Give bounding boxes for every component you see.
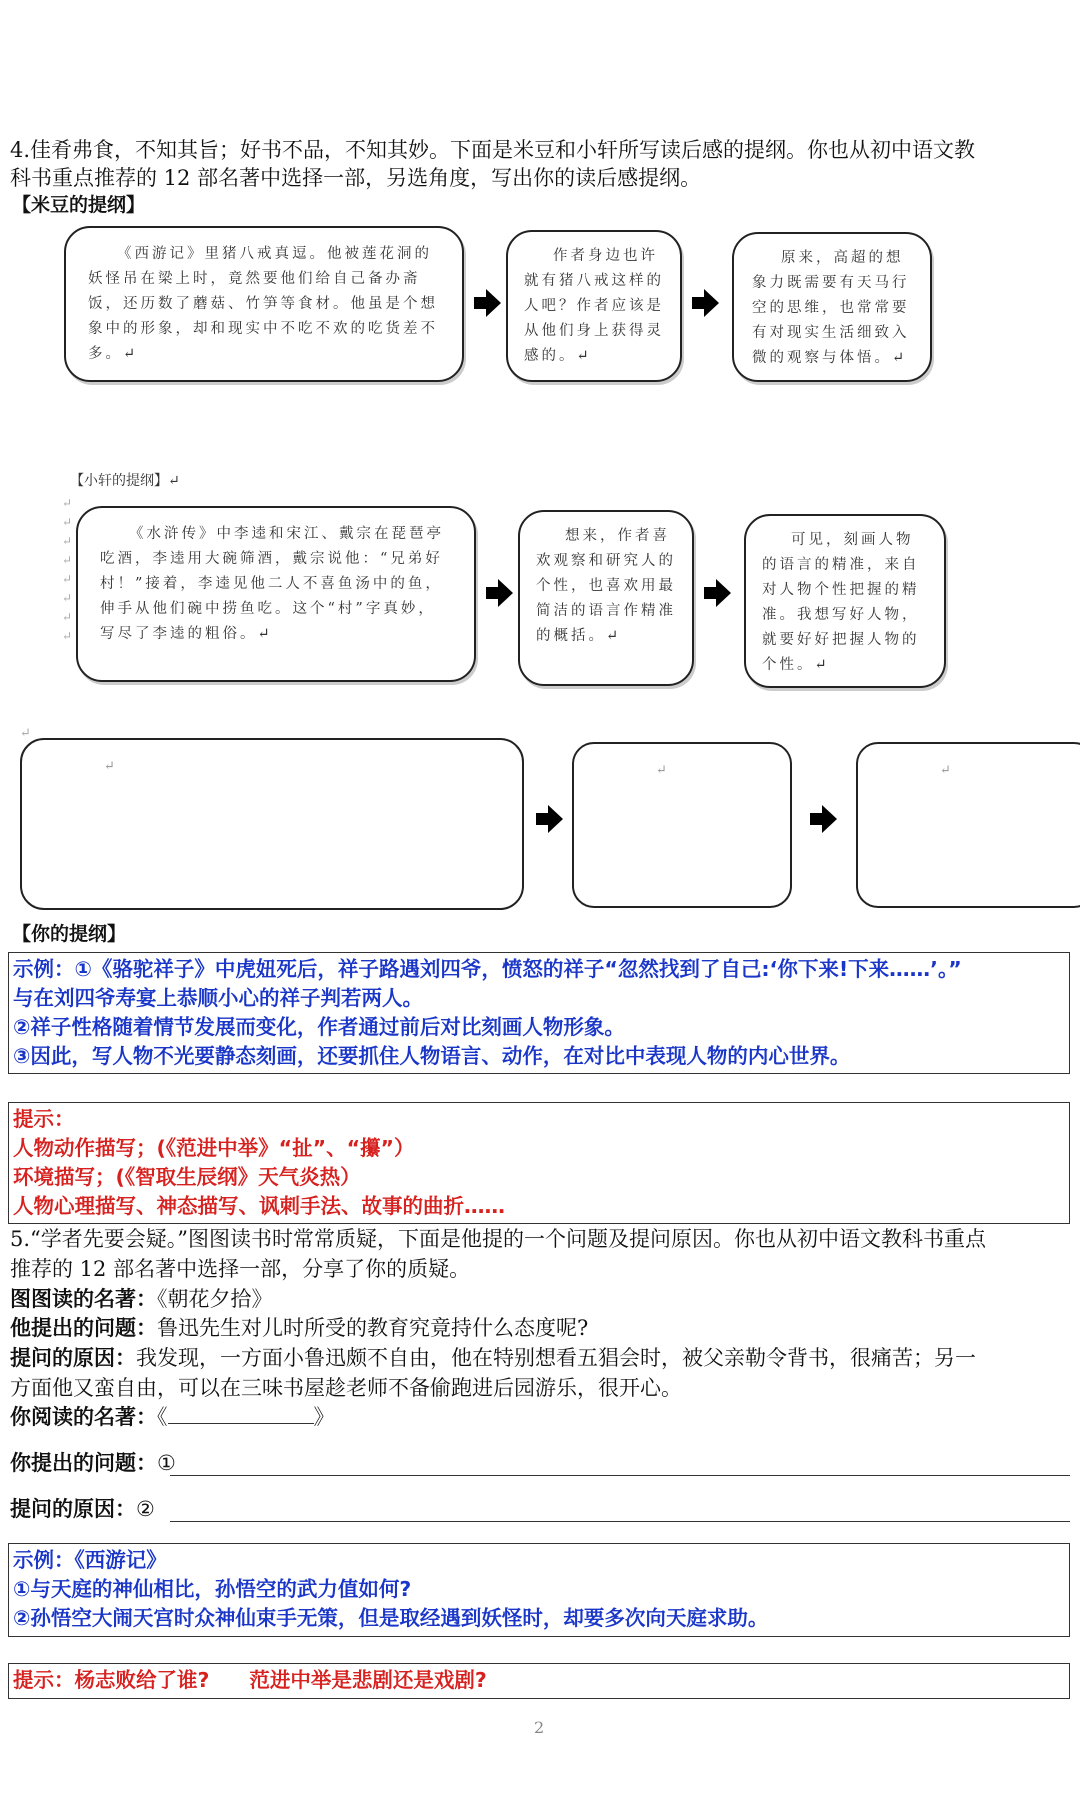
- your-reason-row: [10, 1495, 155, 1524]
- tip-text-b: 范进中举是悲剧还是戏剧?: [249, 1668, 487, 1692]
- answer-box-3[interactable]: ↵: [856, 742, 1080, 908]
- return-mark: ↵: [20, 726, 31, 741]
- xiaoxuan-outline-box-1: 《水浒传》中李逵和宋江、戴宗在琵琶亭吃酒，李逵用大碗筛酒，戴宗说他：“兄弟好村！”接着，李逵见他二人不喜鱼汤中的鱼，伸手从他们碗中捞鱼吃。这个“村”字真妙，写尽了李逵的粗俗。↵: [76, 506, 476, 682]
- tip-line: 环境描写；(《智取生辰纲》天气炎热）: [13, 1165, 361, 1189]
- tutu-reason-row: [10, 1344, 976, 1373]
- example-line: 示例：①《骆驼祥子》中虎妞死后，祥子路遇刘四爷，愤怒的祥子“忽然找到了自己:‘你下来!下来……’。”: [13, 957, 962, 981]
- midou-outline-box-1: 《西游记》里猪八戒真逗。他被莲花洞的妖怪吊在梁上时，竟然要他们给自己备办斋饭，还历数了蘑菇、竹笋等食材。他虽是个想象中的形象，却和现实中不吃不欢的吃货差不多。↵: [64, 226, 464, 382]
- your-question-row: [10, 1449, 176, 1478]
- tutu-book-label: 图图读的名著：: [10, 1287, 157, 1311]
- xiaoxuan-outline-box-3: 可见，刻画人物的语言的精准，来自对人物个性把握的精准。我想写好人物，就要好好把握人物的个性。↵: [744, 514, 946, 688]
- tutu-reason-line1: 我发现，一方面小鲁迅颇不自由，他在特别想看五猖会时，被父亲勒令背书，很痛苦；另一: [136, 1346, 976, 1370]
- q4-prompt-line2: 科书重点推荐的 12 部名著中选择一部，另选角度，写出你的读后感提纲。: [10, 166, 702, 190]
- your-reason-input[interactable]: [170, 1521, 1070, 1522]
- tutu-question-label: 他提出的问题：: [10, 1316, 157, 1340]
- your-question-num: ①: [157, 1451, 176, 1475]
- tutu-question-row: [10, 1314, 588, 1343]
- your-reason-label: 提问的原因：: [10, 1497, 136, 1521]
- xiaoxuan-heading: 【小轩的提纲】↵: [70, 473, 180, 489]
- arrow-right-icon: [806, 802, 840, 836]
- your-book-input[interactable]: [168, 1403, 314, 1424]
- example-line: ②祥子性格随着情节发展而变化，作者通过前后对比刻画人物形象。: [13, 1015, 625, 1039]
- your-reason-num: ②: [136, 1497, 155, 1521]
- arrow-right-icon: [482, 576, 516, 610]
- your-question-label: 你提出的问题：: [10, 1451, 157, 1475]
- your-book-close: 》: [313, 1405, 335, 1429]
- q5-prompt-line2: 推荐的 12 部名著中选择一部，分享了你的质疑。: [10, 1257, 471, 1281]
- answer-box-2[interactable]: ↵: [572, 742, 792, 908]
- q5-prompt-line1: 5.“学者先要会疑。”图图读书时常常质疑，下面是他提的一个问题及提问原因。你也从初中语文教科书重点: [10, 1227, 987, 1251]
- example-line: 示例：《西游记》: [13, 1548, 167, 1572]
- q4-example-box: [8, 952, 1070, 1074]
- tutu-book-row: [10, 1285, 273, 1314]
- example-line: ①与天庭的神仙相比，孙悟空的武力值如何?: [13, 1577, 412, 1601]
- tip-line: 提示：: [13, 1107, 75, 1131]
- arrow-right-icon: [700, 576, 734, 610]
- midou-outline-box-2: 作者身边也许就有猪八戒这样的人吧？作者应该是从他们身上获得灵感的。↵: [506, 230, 682, 382]
- tutu-book-value: 《朝花夕拾》: [157, 1287, 273, 1311]
- your-book-open: 《: [157, 1405, 168, 1429]
- tip-line: 人物动作描写；(《范进中举》“扯”、“攥”）: [13, 1136, 415, 1160]
- midou-outline-box-3: 原来，高超的想象力既需要有天马行空的思维，也常常要有对现实生活细致入微的观察与体悟。↵: [732, 232, 932, 382]
- midou-heading: 【米豆的提纲】: [12, 194, 146, 216]
- example-line: 与在刘四爷寿宴上恭顺小心的祥子判若两人。: [13, 986, 423, 1010]
- your-outline-heading: 【你的提纲】: [12, 923, 127, 945]
- arrow-right-icon: [688, 286, 722, 320]
- your-book-label: 你阅读的名著：: [10, 1405, 157, 1429]
- tip-line: 人物心理描写、神态描写、讽刺手法、故事的曲折……: [13, 1194, 505, 1218]
- q5-tip-box: [8, 1663, 1070, 1699]
- return-marks: ↵ ↵ ↵ ↵ ↵ ↵ ↵ ↵: [62, 496, 73, 643]
- xiaoxuan-outline-box-2: 想来，作者喜欢观察和研究人的个性，也喜欢用最简洁的语言作精准的概括。↵: [518, 510, 694, 686]
- your-book-row: [10, 1403, 335, 1432]
- tutu-reason-line2: 方面他又蛮自由，可以在三味书屋趁老师不备偷跑进后园游乐，很开心。: [10, 1376, 682, 1400]
- example-line: ②孙悟空大闹天宫时众神仙束手无策，但是取经遇到妖怪时，却要多次向天庭求助。: [13, 1606, 769, 1630]
- q4-prompt-line1: 4.佳肴弗食，不知其旨；好书不品，不知其妙。下面是米豆和小轩所写读后感的提纲。你也从初中语文教: [10, 138, 976, 162]
- arrow-right-icon: [532, 802, 566, 836]
- page-number: 2: [534, 1718, 545, 1737]
- tip-text-a: 提示：杨志败给了谁?: [13, 1668, 210, 1692]
- example-line: ③因此，写人物不光要静态刻画，还要抓住人物语言、动作，在对比中表现人物的内心世界。: [13, 1044, 851, 1068]
- tutu-question-value: 鲁迅先生对儿时所受的教育究竟持什么态度呢?: [157, 1316, 589, 1340]
- tutu-reason-label: 提问的原因：: [10, 1346, 136, 1370]
- q4-tip-box: [8, 1102, 1070, 1224]
- answer-box-1[interactable]: ↵: [20, 738, 524, 910]
- your-question-input[interactable]: [170, 1475, 1070, 1476]
- q5-example-box: [8, 1543, 1070, 1637]
- arrow-right-icon: [470, 286, 504, 320]
